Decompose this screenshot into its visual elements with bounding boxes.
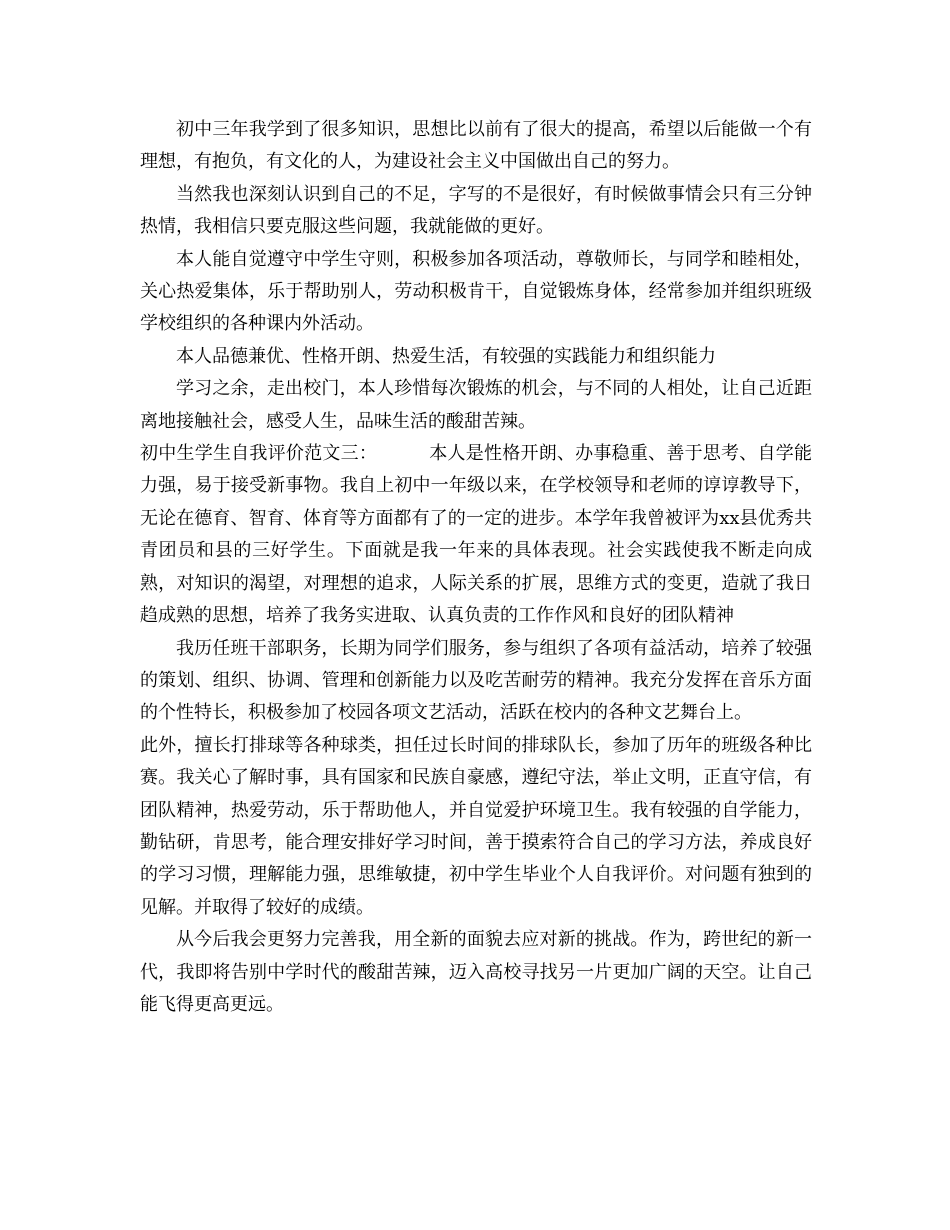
paragraph: 当然我也深刻认识到自己的不足，字写的不是很好，有时候做事情会只有三分钟热情，我相信只要克服这些问题，我就能做的更好。 <box>140 183 812 238</box>
paragraph: 本人能自觉遵守中学生守则，积极参加各项活动，尊敬师长，与同学和睦相处，关心热爱集体，乐于帮助别人，劳动积极肯干，自觉锻炼身体，经常参加并组织班级学校组织的各种课内外活动。 <box>140 248 812 335</box>
paragraph: 此外，擅长打排球等各种球类，担任过长时间的排球队长，参加了历年的班级各种比赛。我关心了解时事，具有国家和民族自豪感，遵纪守法，举止文明，正直守信，有团队精神，热爱劳动，乐于帮助他人，并自觉爱护环境卫生。我有较强的自学能力，勤钻研，肯思考，能合理安排好学习时间，善于摸索符合自己的学习方法，养成良好的学习习惯，理解能力强，思维敏捷，初中学生毕业个人自我评价。对问题有独到的见解。并取得了较好的成绩。 <box>140 734 812 918</box>
paragraph: 从今后我会更努力完善我，用全新的面貌去应对新的挑战。作为，跨世纪的新一代，我即将告别中学时代的酸甜苦辣，迈入高校寻找另一片更加广阔的天空。让自己能飞得更高更远。 <box>140 929 812 1015</box>
paragraph: 初中三年我学到了很多知识，思想比以前有了很大的提高，希望以后能做一个有理想，有抱负，有文化的人，为建设社会主义中国做出自己的努力。 <box>140 119 812 173</box>
section-intro: 本人是性格开朗、办事稳重、善于思考、自学能力强，易于接受新事物。我自上初中一年级以来，在学校领导和老师的谆谆教导下，无论在德育、智育、体育等方面都有了的一定的进步。本学年我曾被评为xx县优秀共青团员和县的三好学生。下面就是我一年来的具体表现。社会实践使我不断走向成熟，对知识的渴望，对理想的追求，人际关系的扩展，思维方式的变更，造就了我日趋成熟的思想，培养了我务实进取、认真负责的工作作风和良好的团队精神 <box>140 443 813 627</box>
paragraph: 学习之余，走出校门，本人珍惜每次锻炼的机会，与不同的人相处，让自己近距离地接触社会，感受人生，品味生活的酸甜苦辣。 <box>140 378 812 432</box>
paragraph: 我历任班干部职务，长期为同学们服务，参与组织了各项有益活动，培养了较强的策划、组织、协调、管理和创新能力以及吃苦耐劳的精神。我充分发挥在音乐方面的个性特长，积极参加了校园各项文艺活动，活跃在校内的各种文艺舞台上。 <box>140 637 812 724</box>
document-body <box>140 114 812 1021</box>
section-heading: 初中生学生自我评价范文三： <box>140 443 378 465</box>
paragraph: 本人品德兼优、性格开朗、热爱生活，有较强的实践能力和组织能力 <box>176 345 716 367</box>
section-paragraph <box>140 438 812 632</box>
